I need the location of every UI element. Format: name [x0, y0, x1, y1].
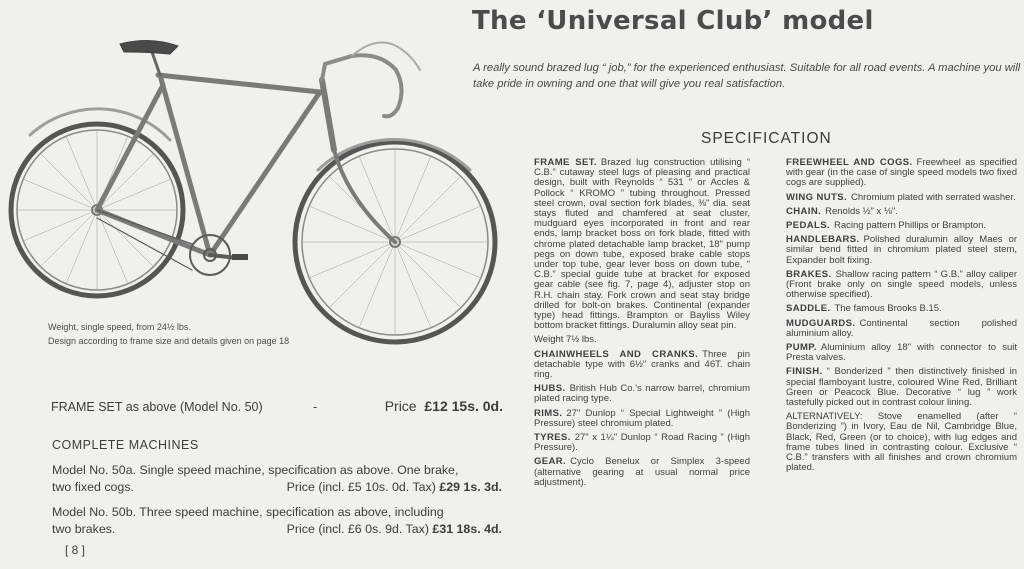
- spec-item-pump: PUMP. Aluminium alloy 18" with connector to suit Presta valves.: [786, 342, 1017, 364]
- saddle: [120, 40, 178, 54]
- illustration-caption: [48, 322, 308, 350]
- spec-item-wing-nuts: WING NUTS. Chromium plated with serrated washer.: [786, 191, 1016, 203]
- spec-item-tyres: TYRES. 27" x 1¼" Dunlop “ Road Racing ” (High Pressure).: [534, 432, 750, 454]
- spec-item-gear: GEAR. Cyclo Benelux or Simplex 3-speed (alternative gearing at usual normal price adjustment).: [534, 456, 750, 488]
- model-50b: [52, 504, 502, 537]
- spec-item-alternatively: ALTERNATIVELY: Stove enamelled (after “ Bonderizing ”) in Ivory, Eau de Nil, Cambridge Blue, Black, Red, Green (or to choice), with lug edges and frame tubes lined in contrasting colour. Exclusive “ C.B.” transfers with all finishes and crown chromium plated.: [786, 411, 1017, 474]
- spec-item-pedals: PEDALS. Racing pattern Phillips or Brampton.: [786, 220, 987, 232]
- complete-machines-heading: COMPLETE MACHINES: [52, 438, 199, 452]
- intro-text: A really sound brazed lug “ job,” for the experienced enthusiast. Suitable for all road events. A machine you will take pride in owning and one that will give you real satisfaction.: [473, 62, 1021, 90]
- frameset-price-line: [51, 400, 503, 414]
- frameset-dash: -: [313, 400, 318, 414]
- caption-design: Design according to frame size and details given on page 18: [48, 336, 290, 346]
- frameset-price: Price £12 15s. 0d.: [384, 398, 503, 414]
- spec-column-2: [786, 158, 1017, 477]
- spec-item-frame-set: FRAME SET. Brazed lug construction utilising “ C.B.” cutaway steel lugs of pleasing and practical design, built with Reynolds “ 531 ” or Accles & Pollock “ KROMO ” tubing throughout. Pressed steel crown, oval section fork blades, ⅜" dia. seat stays fluted and chamfered at seat cluster, mudguard eyes incorporated in front and rear ends, lamp bracket boss on fork blade, fitted with chrome plated detachable lamp bracket, 18" pump pegs on down tube, exposed brake cable stops under top tube, gear lever boss on down tube, “ C.B.” special guide tube at bracket for exposed gear cable (see fig. 7, page 4), adjuster stop on R.H. chain stay. Fork crown and seat stay bridge drilled for bolt-on brakes. Continental (expander type) head fittings. Brampton or Bayliss Wiley bottom bracket fittings. Duralumin alloy seat pin.: [534, 157, 750, 332]
- model-50a-price: Price (incl. £5 10s. 0d. Tax) £29 1s. 3d.: [286, 479, 502, 494]
- bicycle-illustration: [0, 30, 512, 370]
- spec-item-mudguards: MUDGUARDS. Continental section polished aluminium alloy.: [786, 317, 1017, 339]
- model-50a-description-cont: two fixed cogs.: [52, 479, 134, 494]
- page-title: The ‘Universal Club’ model: [472, 6, 874, 36]
- model-50b-description-cont: two brakes.: [52, 521, 116, 536]
- spec-item-chain: CHAIN. Renolds ½" x ⅛".: [786, 205, 898, 217]
- spec-item-freewheel: FREEWHEEL AND COGS. Freewheel as specified with gear (in the case of single speed models two fixed cogs are supplied).: [786, 157, 1017, 189]
- spec-item-saddle: SADDLE. The famous Brooks B.15.: [786, 303, 942, 315]
- spec-item-hubs: HUBS. British Hub Co.'s narrow barrel, chromium plated racing type.: [534, 383, 750, 405]
- spec-item-handlebars: HANDLEBARS. Polished duralumin alloy Maes or similar bend fitted in chromium plated steel stem, Expander bolt fixing.: [786, 234, 1017, 266]
- spec-item-weight: Weight 7½ lbs.: [534, 334, 597, 346]
- specification-heading: SPECIFICATION: [701, 130, 832, 147]
- page-number: [ 8 ]: [65, 543, 86, 557]
- spec-item-brakes: BRAKES. Shallow racing pattern “ G.B.” alloy caliper (Front brake only on single speed models, unless otherwise specified).: [786, 268, 1017, 301]
- pedal: [232, 254, 248, 260]
- handlebars: [322, 55, 402, 116]
- model-50b-price: Price (incl. £6 0s. 9d. Tax) £31 18s. 4d.: [286, 521, 502, 536]
- spec-item-rims: RIMS. 27" Dunlop “ Special Lightweight ” (High Pressure) steel chromium plated.: [534, 407, 750, 429]
- model-50a-description: Model No. 50a. Single speed machine, specification as above. One brake,: [52, 463, 459, 477]
- spec-column-1: [534, 158, 750, 492]
- rear-wheel: [11, 109, 183, 296]
- model-50a: [52, 462, 502, 495]
- caption-weight: Weight, single speed, from 24½ lbs.: [48, 322, 191, 332]
- spec-item-chainwheels: CHAINWHEELS AND CRANKS. Three pin detachable type with 6½" cranks and 46T. chain ring.: [534, 348, 750, 381]
- spec-item-finish: FINISH. “ Bonderized ” then distinctively finished in special flamboyant lustre, coloured Wine Red, Brilliant Green or Peacock Blue. Decorative “ lug ” work tastefully picked out in contrast colour lining.: [786, 366, 1017, 409]
- model-50b-description: Model No. 50b. Three speed machine, specification as above, including: [52, 505, 444, 519]
- frameset-label: FRAME SET as above (Model No. 50): [51, 400, 263, 414]
